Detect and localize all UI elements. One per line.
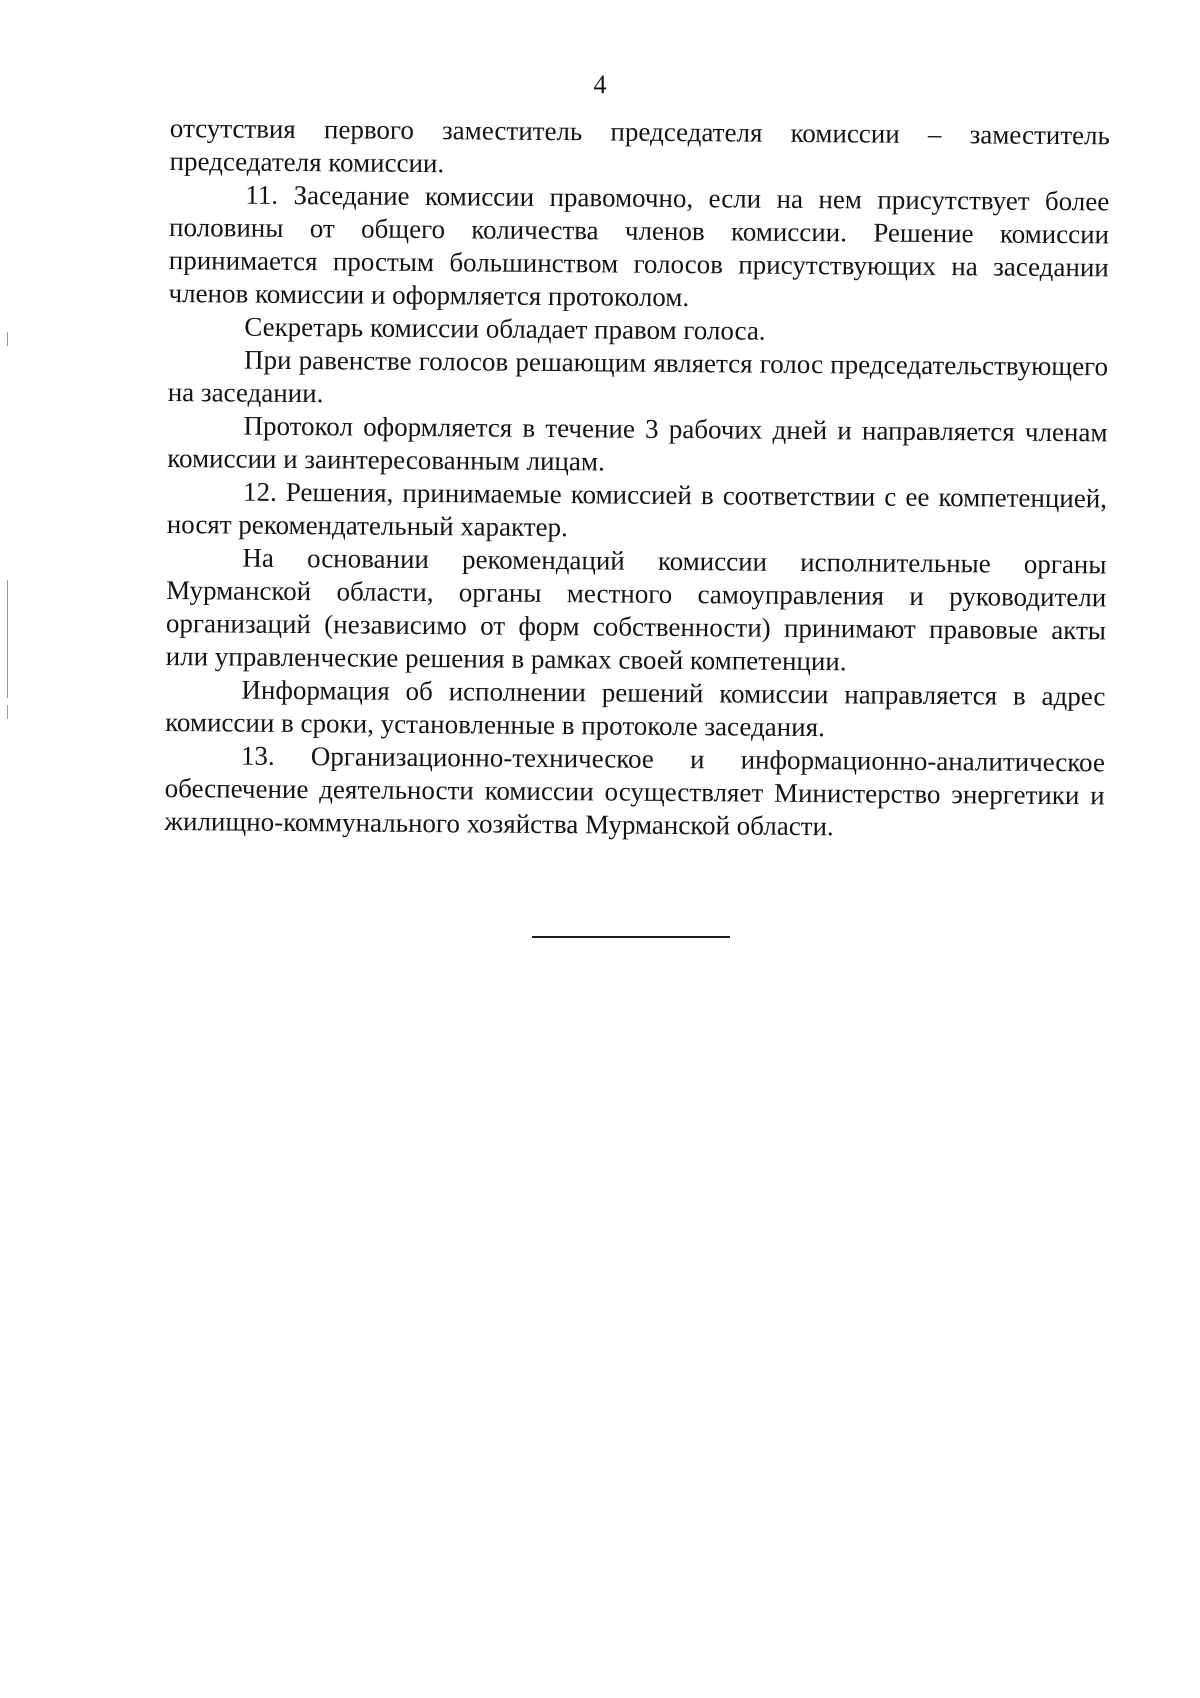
scan-artifact-mark: [7, 705, 8, 719]
paragraph-recommendations: На основании рекомендаций комиссии исполнительные органы Мурманской области, органы местного самоуправления и руководители организаций (независимо от форм собственности) принимают правовые акты или управленческие решения в рамках своей компетенции.: [165, 542, 1107, 677]
paragraph-item-12: 12. Решения, принимаемые комиссией в соответствии с ее компетенцией, носят рекомендательный характер.: [166, 476, 1108, 543]
paragraph-protocol: Протокол оформляется в течение 3 рабочих дней и направляется членам комиссии и заинтересованным лицам.: [167, 410, 1108, 477]
paragraph-execution-info: Информация об исполнении решений комиссии направляется в адрес комиссии в сроки, установленные в протоколе заседания.: [165, 674, 1106, 743]
paragraph-tie-vote: При равенстве голосов решающим является голос председательствующего на заседании.: [167, 344, 1109, 409]
closing-divider: [532, 936, 730, 938]
paragraph-continuation: отсутствия первого заместитель председателя комиссии – заместитель председателя комиссии.: [169, 112, 1110, 179]
paragraph-item-13: 13. Организационно-техническое и информационно-аналитическое обеспечение деятельности комиссии осуществляет Министерство энергетики и жилищно-коммунального хозяйства Мурманской области.: [164, 740, 1106, 842]
scan-artifact-mark: [7, 580, 8, 698]
page-number: 4: [593, 70, 607, 99]
paragraph-secretary-vote: Секретарь комиссии обладает правом голоса.: [244, 311, 766, 346]
scan-artifact-mark: [7, 332, 8, 346]
paragraph-item-11: 11. Заседание комиссии правомочно, если на нем присутствует более половины от общего количества членов комиссии. Решение комиссии принимается простым большинством голосов присутствующих на заседании членов комиссии и оформляется протоколом.: [168, 179, 1110, 313]
document-body: [164, 112, 1110, 845]
